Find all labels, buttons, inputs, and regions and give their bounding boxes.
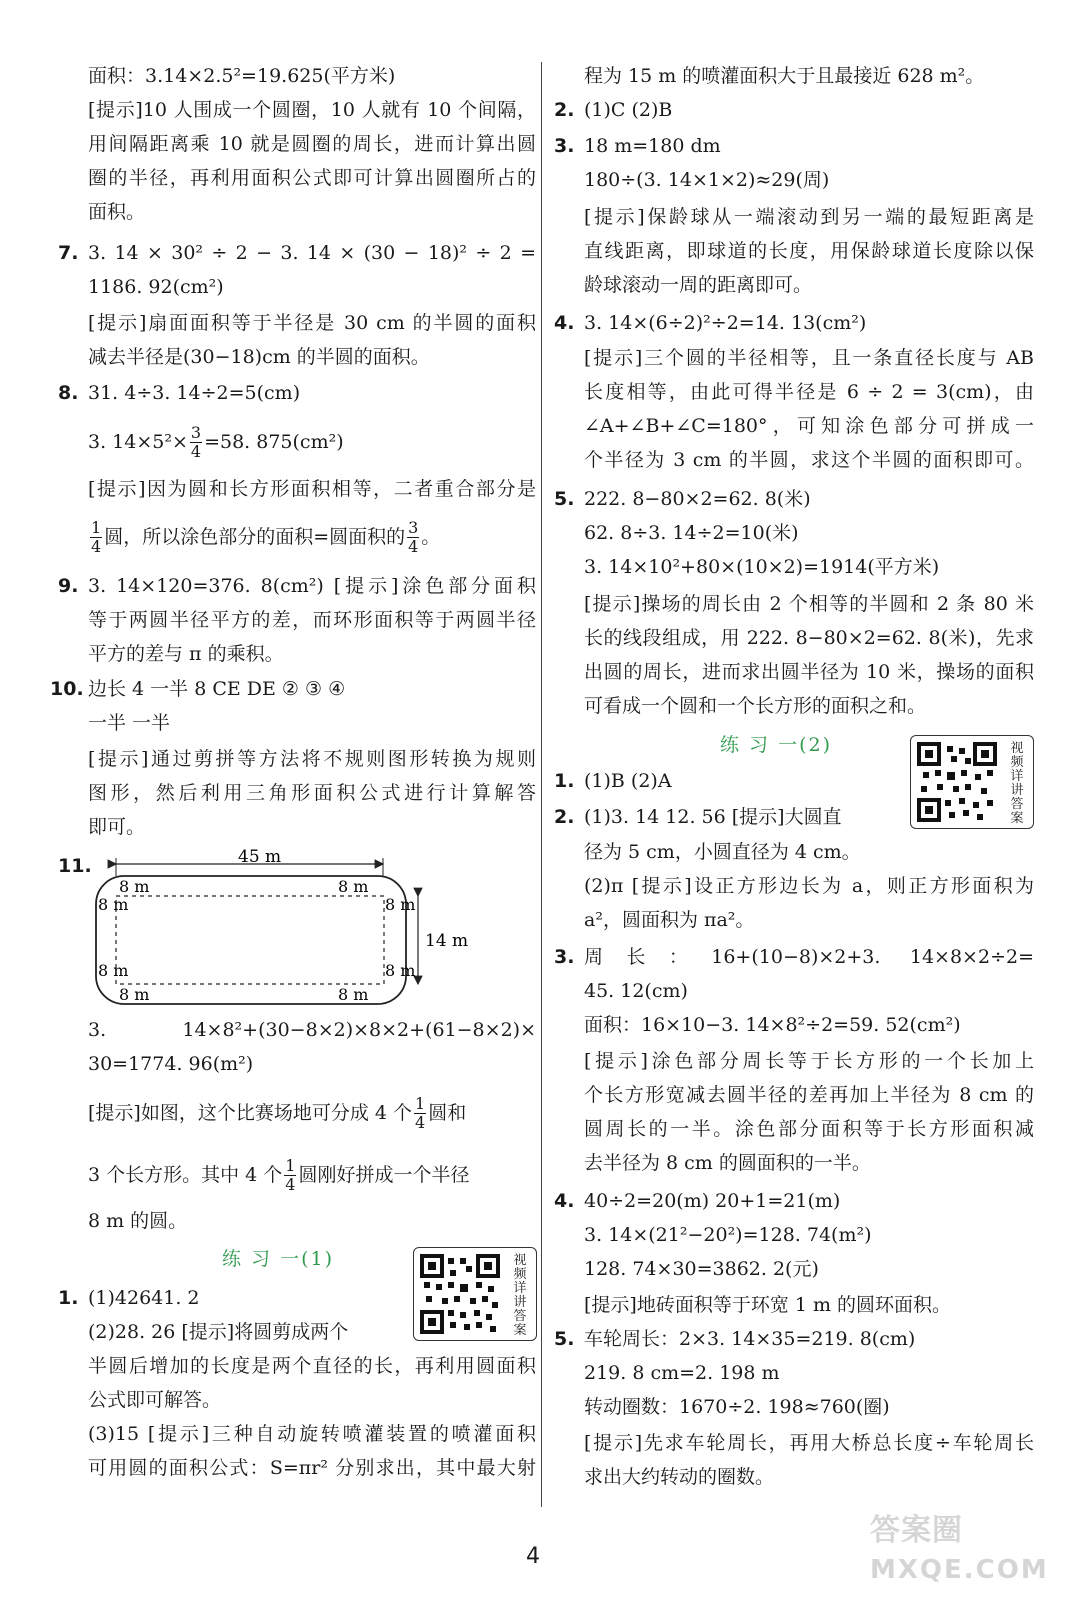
exercise-3-b-answer: 周长：16+(10−8)×2+3. 14×8×2÷2= 45. 12(cm) 面积：16×10−3. 14×8²÷2=59. 52(cm²) — [584, 946, 1034, 1036]
hint-3: [提示]保龄球从一端滚动到另一端的最短距离是 直线距离，即球道的长度，用保龄球道长度除以保 龄球滚动一周的距离即可。 — [584, 206, 1034, 296]
exercise-number-4-b: 4. — [554, 1190, 575, 1212]
watermark-url: MXQE.COM — [870, 1555, 1049, 1585]
column-divider — [541, 62, 542, 1507]
question-number-5: 5. — [554, 488, 575, 510]
exercise-1-part3: (3)15 [提示]三种自动旋转喷灌装置的喷灌面积 可用圆的面积公式：S=πr² 分别求出，其中最大射 — [88, 1423, 536, 1479]
question-number-7: 7. — [58, 242, 79, 264]
exercise-number-5-b: 5. — [554, 1328, 575, 1350]
section-title-exercise-1-2: 练 习 一(2) — [720, 734, 832, 756]
qr-label-left: 视频详讲答案 — [513, 1253, 527, 1338]
fraction-three-quarters: $\frac{3}{4}$ — [190, 422, 202, 461]
corner-label-tl-h: 8 m — [119, 877, 150, 896]
corner-label-bl-v: 8 m — [98, 961, 129, 980]
answer-3: 18 m=180 dm 180÷(3. 14×1×2)≈29(周) — [584, 135, 830, 191]
page-number: 4 — [526, 1544, 540, 1569]
question-number-3: 3. — [554, 135, 575, 157]
answer-11: 3. 14×8²+(30−8×2)×8×2+(61−8×2)× 30=1774. 96(m²) — [88, 1019, 536, 1075]
exercise-1-part2-cont: 半圆后增加的长度是两个直径的长，再利用圆面积 公式即可解答。 — [88, 1355, 536, 1411]
question-number-10: 10. — [50, 678, 84, 700]
exercise-2-b-line2: 径为 5 cm，小圆直径为 4 cm。 — [584, 841, 861, 863]
exercise-4-b-answer: 40÷2=20(m) 20+1=21(m) 3. 14×(21²−20²)=128. 74(m²) 128. 74×30=3862. 2(元) — [584, 1190, 872, 1280]
question-number-9: 9. — [58, 575, 79, 597]
exercise-number-3-b: 3. — [554, 946, 575, 968]
area-answer-line: 面积：3.14×2.5²=19.625(平方米) — [88, 65, 396, 87]
exercise-5-b-answer: 车轮周长：2×3. 14×35=219. 8(cm) 219. 8 cm=2. 198 m 转动圈数：1670÷2. 198≈760(圈) — [584, 1328, 916, 1418]
exercise-2-b-line1: (1)3. 14 12. 56 [提示]大圆直 — [584, 806, 842, 828]
answer-7: 3. 14 × 30² ÷ 2 − 3. 14 × (30 − 18)² ÷ 2 = 1186. 92(cm²) — [88, 242, 536, 298]
qr-code-icon — [917, 742, 997, 822]
exercise-number-2-b: 2. — [554, 806, 575, 828]
exercise-number-1-b: 1. — [554, 770, 575, 792]
corner-label-tr-h: 8 m — [338, 877, 369, 896]
answer-2: (1)C (2)B — [584, 99, 673, 121]
answer-5: 222. 8−80×2=62. 8(米) 62. 8÷3. 14÷2=10(米) 3. 14×10²+80×(10×2)=1914(平方米) — [584, 488, 940, 578]
section-title-exercise-1-1: 练 习 一(1) — [222, 1248, 334, 1270]
corner-label-tl-v: 8 m — [98, 895, 129, 914]
hint-exercise-4-b: [提示]地砖面积等于环宽 1 m 的圆环面积。 — [584, 1294, 952, 1316]
hint-exercise-3-b: [提示]涂色部分周长等于长方形的一个长加上 个长方形宽减去圆半径的差再加上半径为 8 cm 的 圆周长的一半。涂色部分面积等于长方形面积减 去半径为 8 cm 的圆面积的一半。 — [584, 1050, 1034, 1174]
question-number-11: 11. — [58, 855, 92, 877]
fraction-one-quarter: $\frac{1}{4}$ — [91, 517, 102, 556]
qr-code-left[interactable] — [413, 1247, 537, 1341]
exercise-number-1: 1. — [58, 1287, 79, 1309]
hint-7: [提示]扇面面积等于半径是 30 cm 的半圆的面积 减去半径是(30−18)cm 的半圆的面积。 — [88, 312, 536, 368]
hint-exercise-5-b: [提示]先求车轮周长，再用大桥总长度÷车轮周长 求出大约转动的圈数。 — [584, 1432, 1034, 1488]
hint-10: [提示]通过剪拼等方法将不规则图形转换为规则 图形，然后利用三角形面积公式进行计算解答 即可。 — [88, 748, 536, 838]
question-number-4: 4. — [554, 312, 575, 334]
question-number-2: 2. — [554, 99, 575, 121]
fraction-three-quarters-b: $\frac{3}{4}$ — [408, 517, 419, 556]
corner-label-bl-h: 8 m — [119, 985, 150, 1004]
exercise-1-b-answer: (1)B (2)A — [584, 770, 672, 792]
corner-label-br-h: 8 m — [338, 985, 369, 1004]
exercise-2-b-line3: (2)π [提示]设正方形边长为 a，则正方形面积为 a²，圆面积为 πa²。 — [584, 875, 1034, 931]
answer-8-line2: 3. 14×5²× $\frac{3}{4}$ =58. 875(cm²) — [88, 422, 344, 461]
question-number-8: 8. — [58, 382, 79, 404]
watermark-logo: 答案圈 — [870, 1513, 963, 1548]
hint-11-line1: [提示]如图，这个比赛场地可分成 4 个 $\frac{1}{4}$ 圆和 — [88, 1093, 467, 1132]
hint-4: [提示]三个圆的半径相等，且一条直径长度与 AB 长度相等，由此可得半径是 6 ÷ 2 = 3(cm)，由 ∠A+∠B+∠C=180°，可知涂色部分可拼成一 个半径为 3 cm 的半圆，求这个半圆的面积即可。 — [584, 347, 1034, 471]
corner-label-tr-v: 8 m — [385, 895, 416, 914]
qr-code-icon — [420, 1254, 500, 1334]
width-label: 45 m — [238, 848, 282, 867]
qr-code-right[interactable] — [910, 735, 1034, 829]
hint-8-line2: $\frac{1}{4}$ 圆，所以涂色部分的面积=圆面积的 $\frac{3}{4}$ 。 — [91, 517, 441, 556]
exercise-1-part1: (1)42641. 2 — [88, 1287, 200, 1309]
answer-10: 边长 4 一半 8 CE DE ② ③ ④ 一半 一半 — [88, 678, 346, 734]
corner-label-br-v: 8 m — [385, 961, 416, 980]
hint-8-line1: [提示]因为圆和长方形面积相等，二者重合部分是 — [88, 478, 536, 500]
answer-9: 3. 14×120=376. 8(cm²) [提示]涂色部分面积 等于两圆半径平方的差，而环形面积等于两圆半径 平方的差与 π 的乘积。 — [88, 575, 536, 665]
answer-8-line1: 31. 4÷3. 14÷2=5(cm) — [88, 382, 301, 404]
hint-11-line3: 8 m 的圆。 — [88, 1210, 188, 1232]
stadium-figure — [88, 848, 478, 1014]
answer-4: 3. 14×(6÷2)²÷2=14. 13(cm²) — [584, 312, 867, 334]
hint-11-line2: 3 个长方形。其中 4 个 $\frac{1}{4}$ 圆刚好拼成一个半径 — [88, 1155, 470, 1194]
qr-label-right: 视频详讲答案 — [1010, 741, 1024, 826]
hint-5: [提示]操场的周长由 2 个相等的半圆和 2 条 80 米 长的线段组成，用 222. 8−80×2=62. 8(米)，先求 出圆的周长，进而求出圆半径为 10 米，操场的面积 可看成一个圆和一个长方形的面积之和。 — [584, 593, 1034, 717]
hint-6: [提示]10 人围成一个圆圈，10 人就有 10 个间隔， 用间隔距离乘 10 就是圆圈的周长，进而计算出圆 圈的半径，再利用面积公式即可计算出圆圈所占的 面积。 — [88, 99, 536, 223]
height-label: 14 m — [425, 931, 469, 951]
inner-dashed-rect — [116, 896, 384, 984]
answer-1-continued: 程为 15 m 的喷灌面积大于且最接近 628 m²。 — [584, 65, 985, 87]
exercise-1-part2: (2)28. 26 [提示]将圆剪成两个 — [88, 1321, 349, 1343]
